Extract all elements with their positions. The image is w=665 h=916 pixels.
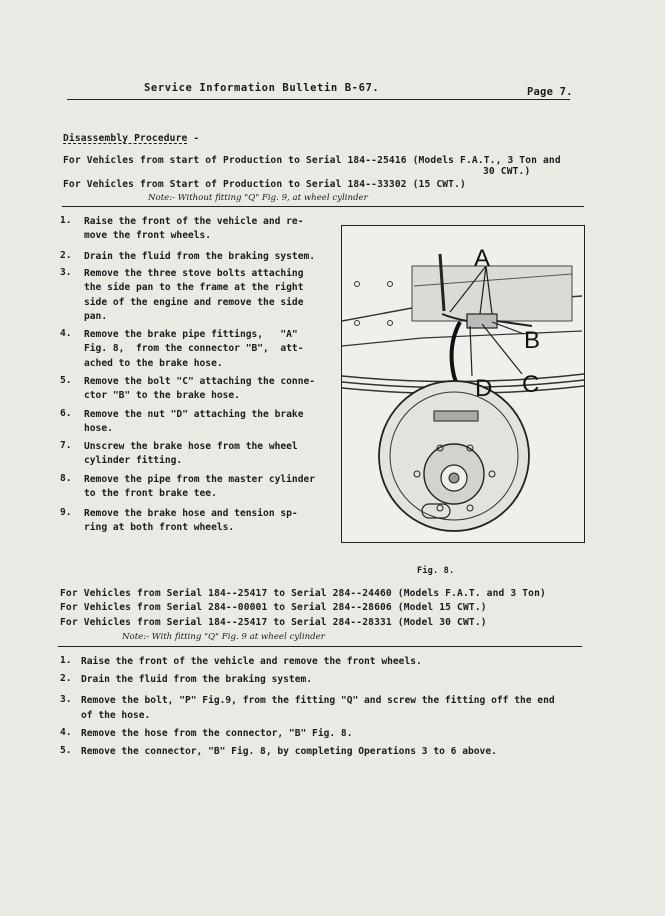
step-text: ring at both front wheels.: [84, 522, 235, 534]
step-text: ctor "B" to the brake hose.: [84, 390, 240, 402]
section2-serial-line-3: For Vehicles from Serial 184--25417 to Serial 284--28331 (Model 30 CWT.): [60, 617, 487, 628]
step-number: 3.: [60, 267, 72, 278]
step-text: Remove the brake pipe fittings, "A": [84, 329, 298, 340]
step-number: 3.: [60, 694, 72, 705]
step-number: 5.: [60, 745, 72, 756]
step-text: Remove the brake hose and tension sp-: [84, 508, 298, 519]
step-number: 5.: [60, 375, 72, 386]
step-text: hose.: [84, 423, 113, 435]
step-text: Remove the three stove bolts attaching: [84, 268, 304, 279]
figure-label-c: C: [522, 371, 540, 398]
step-number: 1.: [60, 655, 72, 666]
step-text: Drain the fluid from the braking system.: [84, 251, 316, 262]
step-number: 8.: [60, 473, 72, 484]
step-number: 4.: [60, 727, 72, 738]
section1-rule: [62, 206, 584, 207]
page-number: Page 7.: [527, 86, 573, 98]
section1-serial-line-1-cont: 30 CWT.): [483, 166, 531, 177]
step-text: cylinder fitting.: [84, 455, 183, 467]
step-text: Remove the hose from the connector, "B" Fig. 8.: [81, 728, 353, 739]
step-text: Unscrew the brake hose from the wheel: [84, 441, 298, 452]
step-text: move the front wheels.: [84, 230, 212, 242]
figure-8: [341, 225, 585, 543]
step-number: 6.: [60, 408, 72, 419]
section2-rule: [58, 646, 582, 647]
section-heading-text: Disassembly Procedure: [63, 133, 188, 144]
step-text: Raise the front of the vehicle and re-: [84, 216, 304, 227]
step-text: Remove the pipe from the master cylinder: [84, 474, 316, 485]
step-text: ached to the brake hose.: [84, 357, 223, 369]
step-text: Remove the nut "D" attaching the brake: [84, 409, 304, 420]
step-text: Remove the connector, "B" Fig. 8, by completing Operations 3 to 6 above.: [81, 746, 497, 757]
step-number: 9.: [60, 507, 72, 518]
step-text: Remove the bolt, "P" Fig.9, from the fitting "Q" and screw the fitting off the end: [81, 695, 555, 706]
step-text: to the front brake tee.: [84, 488, 217, 500]
section1-serial-line-2: For Vehicles from Start of Production to Serial 184--33302 (15 CWT.): [63, 179, 466, 190]
section2-note: Note:- With fitting "Q" Fig. 9 at wheel cylinder: [122, 632, 325, 642]
section1-serial-line-1: For Vehicles from start of Production to Serial 184--25416 (Models F.A.T., 3 Ton and: [63, 155, 561, 166]
section2-serial-line-1: For Vehicles from Serial 184--25417 to Serial 284--24460 (Models F.A.T. and 3 Ton): [60, 588, 546, 599]
step-number: 4.: [60, 328, 72, 339]
step-text: pan.: [84, 310, 108, 322]
step-text: Remove the bolt "C" attaching the conne-: [84, 376, 316, 387]
step-number: 7.: [60, 440, 72, 451]
section-heading-dash: -: [193, 133, 200, 144]
step-text: side of the engine and remove the side: [84, 296, 304, 308]
section1-note: Note:- Without fitting "Q" Fig. 9, at wheel cylinder: [148, 193, 368, 203]
figure-label-a: A: [474, 245, 491, 272]
bulletin-title: Service Information Bulletin B-67.: [144, 82, 380, 94]
figure-label-b: B: [524, 327, 541, 354]
header-rule: [67, 99, 570, 100]
section2-serial-line-2: For Vehicles from Serial 284--00001 to Serial 284--28606 (Model 15 CWT.): [60, 602, 487, 613]
step-text: the side pan to the frame at the right: [84, 282, 304, 294]
step-number: 2.: [60, 250, 72, 261]
step-text: Raise the front of the vehicle and remove the front wheels.: [81, 656, 422, 667]
figure-label-d: D: [475, 375, 493, 402]
step-text: Drain the fluid from the braking system.: [81, 674, 313, 685]
step-number: 2.: [60, 673, 72, 684]
step-text: of the hose.: [81, 709, 151, 721]
brake-assembly-drawing: [342, 226, 584, 542]
step-text: Fig. 8, from the connector "B", att-: [84, 343, 304, 355]
figure-caption: Fig. 8.: [417, 566, 455, 576]
step-number: 1.: [60, 215, 72, 226]
section-heading: [63, 133, 199, 144]
